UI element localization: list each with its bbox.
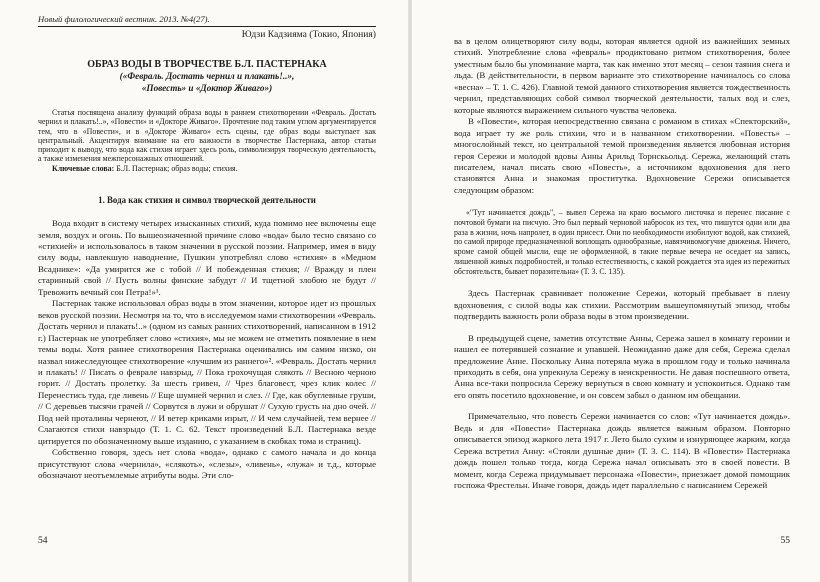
- header-rule: [38, 26, 376, 27]
- article-subtitle-line-2: «Повесть» и «Доктор Живаго»): [141, 82, 273, 93]
- left-column: [38, 14, 376, 482]
- body-paragraph: Собственно говоря, здесь нет слова «вода», однако с самого начала и до конца присутствуют слова «чернила», «слякоть», «слезы», «ливень», «лужа» и т.д., которые обозначают неотъемлемые атрибуты воды. Эти сло-: [38, 447, 376, 481]
- body-paragraph: Здесь Пастернак сравнивает положение Сережи, который пребывает в плену вдохновения, с силой воды как стихии. Рассмотрим вышеупомянутый эпизод, чтобы подтвердить важность роли образа воды в этом произведении.: [454, 288, 790, 322]
- running-header: Новый филологический вестник. 2013. №4(27).: [38, 14, 210, 24]
- article-subtitle-line-1: («Февраль. Достать чернил и плакать!..»,: [119, 71, 295, 81]
- block-quote: «"Тут начинается дождь", – вывел Сережа на краю восьмого листочка и перенес писание с почтовой бумаги на писчую. Это был первый черновой набросок из тех, что пишутся одни или два раза в жизни, ночь напролет, в один присест. Они по необходимости изобилуют водой, как стихией, по самой природе предназначенной воплощать однообразные, навязчивомогучие движенья. Ничего, кроме самой общей мысли, еще не оформленной, в такие первые вечера не оседает на запись, лишенной живых подробностей, и только естественность, с какой рождается эта идея из пережитых обстоятельств, бывает поразительна» (Т. 3. С. 135).: [454, 208, 790, 276]
- page-number: 55: [780, 536, 790, 546]
- keywords-text: Б.Л. Пастернак; образ воды; стихия.: [114, 163, 238, 173]
- body-paragraph-continued: ва в целом олицетворяют силу воды, которая является одной из важнейших земных стихий. Употребление слова «февраль» продиктовано ритмом стихотворения, более уместным было бы упоминание марта, так как именно этот месяц – сезон таяния снега и льда. (В действительности, в первом варианте это стихотворение начиналось со слова «весна» – Т. 1. С. 426). Главной темой данного стихотворения является тождественность чернил, представляющих собой символ творческой деятельности, талых вод и слез, которые являются выражением сильного чувства человека.: [454, 36, 790, 115]
- author-line: Юдзи Кадзияма (Токио, Япония): [241, 29, 376, 40]
- right-page: [412, 0, 820, 582]
- keywords: [38, 164, 376, 173]
- body-paragraph: Примечательно, что повесть Сережи начинается со слов: «Тут начинается дождь». Ведь и для «Повести» Пастернака дождь является важным образом. Повторно описывается эпизод жаркого лета 1917 г. Лето было сухим и изнуряющее жарким, когда Сережа встретил Анну: «Стояли душные дни» (Т. 3. С. 114). В «Повести» Пастернака дождь пошел только тогда, когда Сережа начал описывать это в своей повести. В момент, когда Сережа придумывает персонажа «Повести», приезжает домой помощник госпожа Фрестельн. Иначе говоря, дождь идет параллельно с написанием Сережей: [454, 411, 790, 491]
- section-heading: 1. Вода как стихия и символ творческой деятельности: [98, 195, 316, 206]
- body-paragraph: В предыдущей сцене, заметив отсутствие Анны, Сережа зашел в комнату героини и нашел ее потерявшей сознание и упавшей. Неожиданно даже для себя, Сережа сделал предложение Анне. Поскольку Анна потеряла мужа в прошлом году и только начинала приходить в себя, она упрекнула Сережу в неискренности. Не давая поспешного ответа, Анна все-таки попросила Сережу вернуться в свою комнату и успокоиться. Однако там его опять посетило вдохновение, и он совсем забыл о данном им обещании.: [454, 332, 790, 400]
- keywords-label: Ключевые слова:: [52, 163, 115, 173]
- body-paragraph: В «Повести», которая непосредственно связана с романом в стихах «Спекторский», вода играет ту же роль стихии, что и в названном стихотворении. «Повесть» – многослойный текст, но центральной темой произведения является любовная история героя Сережи и молодой вдовы Анны Арильд Торнскьольд. Сережа, желающий стать писателем, начал писать свою «Повесть», а источником вдохновения для него становятся Анна и знакомая проститутка. Вдохновение Сережи описывается следующим образом:: [454, 116, 790, 195]
- left-page: [0, 0, 408, 582]
- abstract: Статья посвящена анализу функций образа воды в раннем стихотворении «Февраль. Достать чернил и плакать!..», «Повести» и «Докторе Живаго». Прочтение под таким углом аргументируется тем, что в «Повести», и в «Докторе Живаго» есть сцены, где образ воды выступает как центральный. Акцентируя внимание на его важности в творчестве Пастернака, автор статьи приходит к выводу, что вода как стихия играет здесь роль, символизируя творческую деятельность, а также изменения межперсонажных отношений.: [38, 108, 376, 164]
- article-title: ОБРАЗ ВОДЫ В ТВОРЧЕСТВЕ Б.Л. ПАСТЕРНАКА: [87, 59, 327, 70]
- right-column: [454, 36, 790, 492]
- page-number: 54: [38, 536, 48, 546]
- body-paragraph: Вода входит в систему четырех изысканных стихий, куда помимо нее включены еще земля, воздух и огонь. По вышеозначенной причине слово «вода» было тесно связано со «стихией» и использовалось в таком значении в русской поэзии. Например, имея в виду силу воды, навлекшую наводнение, Пушкин употреблял слово «стихия» в «Медном Всаднике»: «Да умирится же с тобой // И побежденная стихия; // Вражду и плен старинный свой // Пусть волны финские забудут // И тщетной злобою не будут // Тревожить вечный сон Петра!»¹.: [38, 218, 376, 297]
- body-paragraph: Пастернак также использовал образ воды в этом значении, которое идет из прошлых веков русской поэзии. Несмотря на то, что в исследуемом нами стихотворении «Февраль. Достать чернил и плакать!..» (одном из самых ранних стихотворений, написанном в 1912 г.) Пастернак не употребляет слово «стихия», мы не можем не отметить появление в нем темы воды. Хотя раннее стихотворения Пастернака оценивались им самим низко, он назвал нижеследующее стихотворение «лучшим из раннего»². «Февраль. Достать чернил и плакать! // Писать о феврале навзрыд, // Пока грохочущая слякоть // Весною черною горит. // Достать пролетку. За шесть гривен, // Чрез благовест, чрез клик колес // Перенестись туда, где ливень // Еще шумней чернил и слез. // Где, как обуглевные груши, // С деревьев тысячи грачей // Сорвутся в лужи и обрушат // Сухую грусть на дно очей. // Под ней проталины чернеют, // И ветер криками изрыт, // И чем случайней, тем вернее // Слагаются стихи навзрыдо (Т. 1. С. 62. Текст произведений Б.Л. Пастернака везде цитируется по обозначенному выше изданию, с указанием в скобках тома и страниц).: [38, 298, 376, 446]
